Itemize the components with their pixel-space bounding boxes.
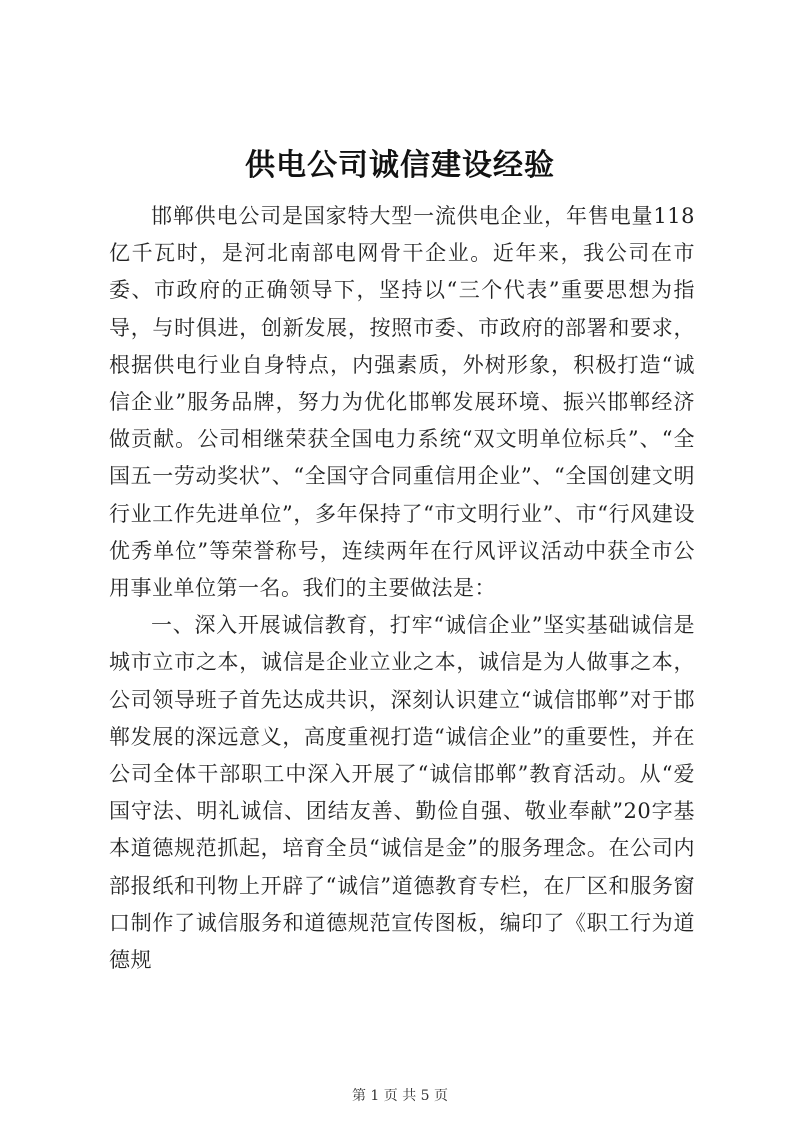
document-body [109, 198, 695, 979]
paragraph-section-one: 一、深入开展诚信教育，打牢“诚信企业”坚实基础诚信是城市立市之本，诚信是企业立业之本，诚信是为人做事之本，公司领导班子首先达成共识，深刻认识建立“诚信邯郸”对于邯郸发展的深远意义，高度重视打造“诚信企业”的重要性，并在公司全体干部职工中深入开展了“诚信邯郸”教育活动。从“爱国守法、明礼诚信、团结友善、勤俭自强、敬业奉献”20字基本道德规范抓起，培育全员“诚信是金”的服务理念。在公司内部报纸和刊物上开辟了“诚信”道德教育专栏，在厂区和服务窗口制作了诚信服务和道德规范宣传图板，编印了《职工行为道德规 [109, 613, 695, 973]
paragraph-intro: 邯郸供电公司是国家特大型一流供电企业，年售电量118亿千瓦时，是河北南部电网骨干企业。近年来，我公司在市委、市政府的正确领导下，坚持以“三个代表”重要思想为指导，与时俱进，创新发展，按照市委、市政府的部署和要求，根据供电行业自身特点，内强素质，外树形象，积极打造“诚信企业”服务品牌，努力为优化邯郸发展环境、振兴邯郸经济做贡献。公司相继荣获全国电力系统“双文明单位标兵”、“全国五一劳动奖状”、“全国守合同重信用企业”、“全国创建文明行业工作先进单位”，多年保持了“市文明行业”、市“行风建设优秀单位”等荣誉称号，连续两年在行风评议活动中获全市公用事业单位第一名。我们的主要做法是： [109, 204, 695, 601]
document-title: 供电公司诚信建设经验 [245, 148, 555, 183]
page-footer: 第 1 页 共 5 页 [351, 1088, 449, 1104]
